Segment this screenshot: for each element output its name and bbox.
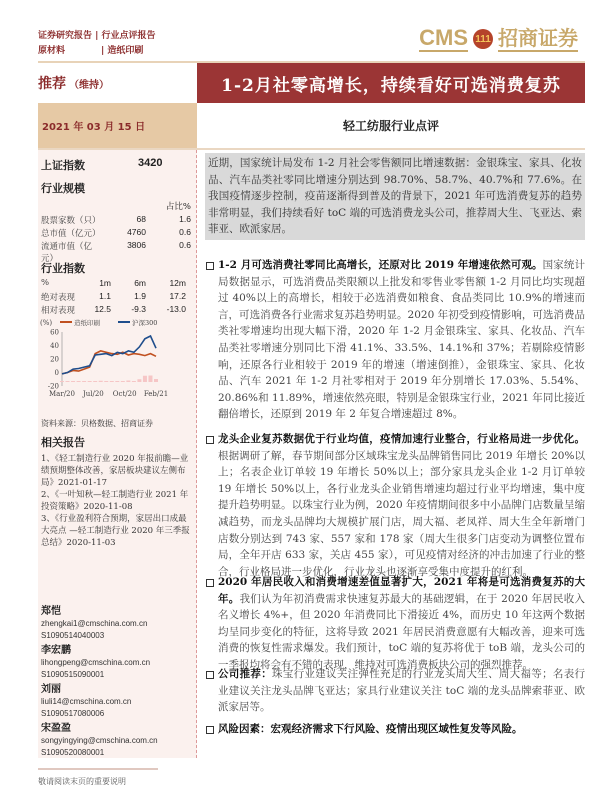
related-title: 相关报告 <box>41 436 85 449</box>
row-value: 68 <box>136 214 146 224</box>
y-tick-label: 60 <box>50 328 59 337</box>
related-report-link[interactable]: 1、《轻工制造行业 2020 年报前瞻—业绩预期整体改善，家居板块建议左侧布局》2021-01-17 <box>41 454 189 488</box>
relative-bar <box>148 376 152 383</box>
relative-bar <box>121 381 125 382</box>
bullet-head: 2020 年居民收入和消费增速差值显著扩大，2021 年将是可选消费复苏的大年。 <box>218 576 585 605</box>
analyst-email[interactable]: liuli14@cmschina.com.cn <box>41 697 132 706</box>
col-header: % <box>41 278 50 288</box>
summary-box: 近期，国家统计局发布 1-2 月社会零售额同比增速数据：金银珠宝、家具、化妆品、汽车品类社零同比增速分别达到 98.70%、58.7%、40.7%和 77.6%。在我国疫情逐步控制，疫苗逐渐得到普及的背景下，2021 年可选消费复苏的趋势非常明显，我们持续看好 toC 端的可选消费龙头公司，推荐周大生、飞亚达、索菲亚、欧派家居。 <box>205 153 585 240</box>
sector-right: | 造纸印刷 <box>101 46 144 56</box>
y-tick-label: -20 <box>47 382 59 391</box>
relative-bar <box>82 381 86 382</box>
row-label: 流通市值（亿元） <box>41 242 93 264</box>
scale-row <box>41 214 191 226</box>
report-title: 1-2月社零高增长，持续看好可选消费复苏 <box>197 63 585 103</box>
cell: 1.1 <box>99 291 111 301</box>
analyst-id: S1090520080001 <box>41 748 105 757</box>
related-report-link[interactable]: 3、《行业盈利符合预期，家居出口成最大亮点 —轻工制造行业 2020 年三季报总结》2020-11-03 <box>41 514 190 548</box>
x-tick-label: Jul/20 <box>82 390 104 398</box>
relative-bar <box>99 381 103 382</box>
analyst <box>41 645 150 681</box>
analyst <box>41 606 147 642</box>
analyst-email[interactable]: lihongpeng@cmschina.com.cn <box>41 658 151 667</box>
rating-label: 推荐 <box>38 76 66 92</box>
bullet-head: 龙头企业复苏数据优于行业均值，疫情加速行业整合，行业格局进一步优化。 <box>218 433 585 445</box>
cell: -9.3 <box>131 304 146 314</box>
relative-bar <box>143 376 147 382</box>
row-label: 绝对表现 <box>41 293 76 303</box>
bullet-head: 1-2 月可选消费社零同比高增长，还原对比 2019 年增速依然可观。 <box>218 259 543 271</box>
relative-bar <box>77 381 81 382</box>
bullet-body: 我们认为年初消费需求快速复苏最大的基础逻辑，在于 2020 年居民收入名义增长 4%+，但 2020 年消费同比下滑接近 4%，而历史 10 年这两个数据均呈同步变化的特征，这将导致 2021 年居民消费意愿有大幅改善，迎来可选消费的恢复性需求爆发。我们预计，toC 端的复苏将优于 toB 端，龙头公司的一季报均将会有不错的表现，维持对可选消费板块公司的强烈推荐。 <box>218 592 585 671</box>
bullet-head: 公司推荐： <box>218 668 273 680</box>
bullet-body: 珠宝行业建议关注弹性充足的行业龙头周大生、周大福等；名表行业建议关注龙头品牌飞亚达；家具行业建议关注 toC 端的龙头品牌索菲亚、欧派家居等。 <box>218 668 585 714</box>
cell: -13.0 <box>166 304 186 314</box>
scale-title: 行业规模 <box>41 182 85 195</box>
col-header: 6m <box>134 278 146 288</box>
analyst-id: S1090514040003 <box>41 631 105 640</box>
relative-bar <box>66 381 70 382</box>
scale-col-header: 占比% <box>165 202 191 212</box>
index-label: 上证指数 <box>41 159 85 172</box>
bullet-point <box>205 666 585 716</box>
relative-bar <box>60 381 64 382</box>
bullet-point <box>205 431 585 580</box>
index-chart <box>38 316 193 406</box>
relative-bar <box>126 381 130 383</box>
bullet-point <box>205 257 585 423</box>
bullet-point <box>205 721 585 738</box>
row-value: 3806 <box>127 240 146 250</box>
legend-label: 造纸印刷 <box>74 319 100 327</box>
y-axis-label: (%) <box>40 319 53 327</box>
cms-logo <box>419 26 578 52</box>
analyst-name: 郑恺 <box>41 606 61 617</box>
rating-note: （维持） <box>69 79 109 91</box>
cell: 17.2 <box>169 291 186 301</box>
analyst <box>41 684 131 720</box>
row-pct: 0.6 <box>179 227 191 237</box>
relative-bar <box>137 379 141 382</box>
analyst-email[interactable]: zhengkai1@cmschina.com.cn <box>41 619 148 628</box>
row-pct: 1.6 <box>179 214 191 224</box>
analyst-email[interactable]: songyingying@cmschina.com.cn <box>41 736 158 745</box>
perf-title: 行业指数 <box>41 262 85 275</box>
x-tick-label: Oct/20 <box>112 390 137 398</box>
logo-mark-icon: 111 <box>473 29 493 49</box>
perf-row <box>41 304 191 316</box>
y-tick-label: 20 <box>50 355 59 364</box>
divider <box>38 768 158 770</box>
x-tick-label: Mar/20 <box>49 390 75 398</box>
logo-cn-text: 招商证券 <box>498 26 578 50</box>
y-tick-label: 40 <box>50 342 59 350</box>
scale-row <box>41 227 191 239</box>
chart-source: 资料来源：贝格数据、招商证券 <box>41 419 153 428</box>
analyst-name: 李宏鹏 <box>41 645 71 656</box>
col-header: 12m <box>169 278 186 288</box>
logo-cms-text: CMS <box>419 25 468 50</box>
relative-bar <box>71 381 75 382</box>
col-header: 1m <box>99 278 111 288</box>
analyst-name: 刘丽 <box>41 684 61 695</box>
relative-bar <box>88 381 92 382</box>
relative-bar <box>93 381 97 382</box>
legend-label: 沪深300 <box>132 319 158 327</box>
relative-bar <box>104 381 108 382</box>
relative-bar <box>115 381 119 382</box>
footer-note: 敬请阅读末页的重要说明 <box>38 777 126 786</box>
relative-bar <box>110 381 114 382</box>
cell: 1.9 <box>134 291 146 301</box>
y-tick-label: 0 <box>54 369 59 377</box>
cell: 12.5 <box>94 304 111 314</box>
report-subtitle: 轻工纺服行业点评 <box>342 119 439 133</box>
sidebar <box>38 150 197 758</box>
row-label: 相对表现 <box>41 306 76 316</box>
sector-left: 原材料 <box>38 46 66 56</box>
bullet-body: 根据调研了解，春节期间部分区域珠宝龙头品牌销售同比 2019 年增长 20%以上；名表企业订单较 19 年增长 50%以上；部分家具龙头企业 1-2 月订单较 19 年增长 50%以上，各行业龙头企业销售增速均超过行业平均增速，集中度提升趋势明显。以珠宝行业为例，2020 年疫情期间很多中小品牌门店数量呈缩减趋势，而龙头品牌均大规模扩展门店，周大福、老凤祥、周大生全年新增门店数分别达到 743 家、557 家和 178 家（周大生很多门店变动为调整位置布局，全年开店 633 家，关店 455 家），可见疫情对经济的冲击加速了行业的整合，行业格局进一步优化，行业龙头也逐渐享受集中度提升的红利。 <box>218 449 585 578</box>
bullet-body: 国家统计局数据显示，可选消费品类限额以上批发和零售业零售额 1-2 月同比均实现超过 40%以上的高增长，相较于必选消费如粮食、食品类同比 10.9%的增速而言，可选消费各行业需求复苏趋势明显。2020 年初受到疫情影响，可选消费品类社零增速均出现大幅下滑，2020 年 1-2 月金银珠宝、家具、化妆品、汽车品类社零增速分别同比下滑 41.1%、33.5%、14.1%和 37%；若剔除疫情影响，还原各行业相较于 2019 年的增速（增速倒推），金银珠宝、家具、化妆品、汽车 2021 年 1-2 月社零相对于 2019 年分别增长 17.03%、5.54%、20.86%和 11.89%，增速依然亮眼，特别是金银珠宝行业，2021 年同比接近翻倍增长，还原到 2019 年 2 年复合增速超过 8%。 <box>218 259 585 421</box>
row-label: 总市值（亿元） <box>41 229 101 239</box>
rating <box>38 63 197 103</box>
report-date: 2021 年 03 月 15 日 <box>38 103 197 148</box>
report-type: 证券研究报告 | 行业点评报告 <box>38 31 156 41</box>
row-value: 4760 <box>127 227 146 237</box>
related-report-link[interactable]: 2、《一叶知秋—轻工制造行业 2021 年投资策略》2020-11-08 <box>41 490 189 512</box>
analyst-name: 宋盈盈 <box>41 723 71 734</box>
relative-bar <box>154 379 158 382</box>
analyst-id: S1090517080006 <box>41 709 105 718</box>
index-value: 3420 <box>138 157 163 169</box>
bullet-head: 风险因素：宏观经济需求下行风险、疫情出现区域性复发等风险。 <box>218 723 523 735</box>
row-label: 股票家数（只） <box>41 216 101 226</box>
perf-header <box>41 278 191 288</box>
relative-bar <box>132 381 136 382</box>
x-tick-label: Feb/21 <box>143 390 169 398</box>
analyst <box>41 723 158 759</box>
row-pct: 0.6 <box>179 240 191 250</box>
perf-row <box>41 291 191 303</box>
bullet-point <box>205 574 585 674</box>
analyst-id: S1090515090001 <box>41 670 105 679</box>
